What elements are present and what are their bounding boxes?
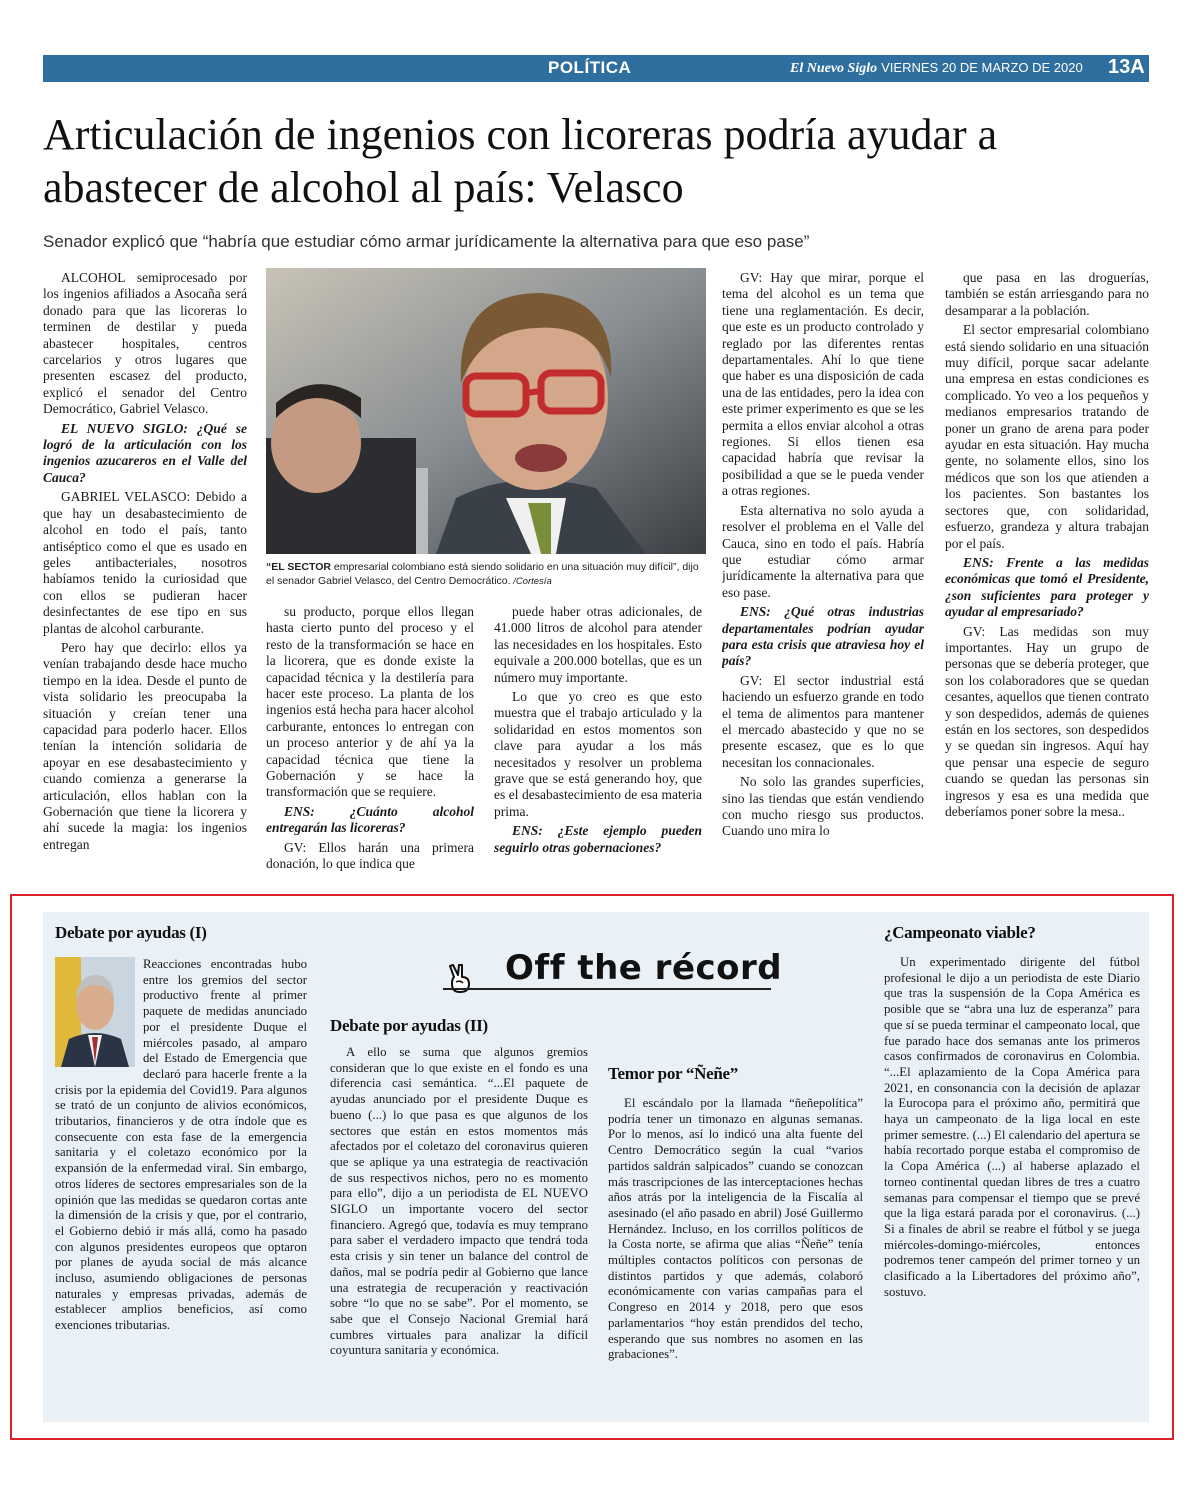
paragraph: Pero hay que decirlo: ellos ya venían trabajando desde hace mucho tiempo en la idea. Desde el punto de vista solidario les preocupaba la situación y creían tener una capacidad para poderlo hacer. Ellos tenían la intención solidaria de apoyar en ese desabastecimiento y cuando comienza a generarse la articulación, ellos hablan con la Gobernación que tiene la licorera y ahí sucede la magia: los ingenios entregan [43,639,247,852]
box4-text [884,955,1140,1410]
newspaper-name: El Nuevo Siglo [790,61,878,76]
box3-text [608,1096,863,1416]
paragraph: ENS: ¿Qué otras industrias departamentales podrían ayudar para esta crisis que atraviesa hoy el país? [722,604,924,669]
page-number: 13A [1108,56,1145,78]
paragraph: EL NUEVO SIGLO: ¿Qué se logró de la articulación con los ingenios azucareros en el Valle del Cauca? [43,420,247,485]
paragraph: GV: Las medidas son muy importantes. Hay un grupo de personas que se debería proteger, que son los colaboradores que se quedan cesantes, aquellos que tienen contrato y son despedidos, además de quienes están en los sectores, son despedidos y se quedan sin ingresos. Aquí hay que pensar una especie de seguro cuando se quedan las personas sin ingresos y esa es una medida que deberíamos poner sobre la mesa.. [945,623,1149,819]
article-column-2 [266,604,474,888]
paragraph: El sector empresarial colombiano está siendo solidario en una situación muy difícil, porque sacar adelante una empresa en estas condiciones es complicado. Yo veo a los pequeños y medianos empresarios tratando de poner un grano de arena para poder ayudar en esta situación. Hay mucha gente, no solamente ellos, sino los médicos que son los que atienden a los pacientes. Son bastantes los sectores que, con solidaridad, esfuerzo, grandeza y altura trabajan por el país. [945,322,1149,551]
article-column-5 [945,270,1149,888]
off-the-record-title: Off the récord [505,948,783,988]
deck: Senador explicó que “habría que estudiar cómo armar jurídicamente la alternativa para que eso pase” [43,232,810,251]
paragraph: ALCOHOL semiprocesado por los ingenios afiliados a Asocaña será donado para que las licoreras lo terminen de destilar y pueda abastecer hospitales, centros carcelarios y otros lugares que presenten escasez del producto, explicó el senador del Centro Democrático, Gabriel Velasco. [43,270,247,417]
box2-text [330,1045,588,1415]
paragraph: ENS: ¿Este ejemplo pueden seguirlo otras gobernaciones? [494,823,702,855]
section-name: POLÍTICA [548,58,632,77]
box3-heading: Temor por “Ñeñe” [608,1064,738,1083]
paragraph: A ello se suma que algunos gremios consideran que lo que existe en el fondo es una diferencia casi semántica. “...El paquete de ayudas anunciado por el presidente Duque es bueno (...) lo que pasa es que algunos de los sectores que están en estos momentos más afectados por el coletazo del coronavirus quieren que se aplique ya una estrategia de reactivación de sus respectivos nichos, pero no es momento para ello”, dijo a un periodista de EL NUEVO SIGLO un importante vocero del sector financiero. Agregó que, todavía es muy temprano para saber el verdadero impacto que tendrá toda esta crisis y sin tener un balance del control de daños, mal se podría pedir al Gobierno que lance una estrategia de recuperación y reactivación sobre “lo que no se sabe”. Por el momento, se sabe que el Consejo Nacional Gremial hará cumbres virtuales para analizar la difícil coyuntura sanitaria y económica. [330,1045,588,1358]
paragraph: ENS: Frente a las medidas económicas que tomó el Presidente, ¿son suficientes para proteger y ayudar al empresariado? [945,554,1149,620]
paragraph: GV: Hay que mirar, porque el tema del alcohol es un tema que tiene una reglamentación. Es decir, que este es un producto controlado y reglado por las diferentes rentas departamentales. Ahí lo que tiene que haber es una disposición de cada una de las entidades, pero la idea con este primer experimento es que se les permita a ellos enviar alcohol a otras regiones. Si ellos tienen esa capacidad habría que revisar la posibilidad a que se le pueda vender a otras regiones. [722,270,924,499]
photo-caption [266,560,706,589]
article-column-3 [494,604,702,888]
photo-illustration [266,268,706,554]
paragraph: No solo las grandes superficies, sino las tiendas que están vendiendo con mucho riesgo sus productos. Cuando uno mira lo [722,774,924,839]
paragraph: El escándalo por la llamada “ñeñepolítica” podría tener un timonazo en algunas semanas. Por lo menos, así lo indicó una alta fuente del Centro Democrático según la cual “varios partidos saldrán salpicados” cuando se conozcan más trascripciones de las interceptaciones hechas años atrás por la inteligencia de la Fiscalía al asesinado (el año pasado en abril) José Guillermo Hernández. Incluso, en los corrillos políticos de la Costa norte, se afirma que alias “Ñeñe” tenía múltiples contactos políticos con personas de distintos partidos y que además, colaboró económicamente con varias campañas para el Congreso en 2014 y 2018, pero que esos parlamentarios “hoy están prendidos del techo, esperando que sus nombres no asomen en las grabaciones”. [608,1096,863,1362]
box4-heading: ¿Campeonato viable? [884,923,1036,942]
headline: Articulación de ingenios con licoreras podría ayudar a abastecer de alcohol al país: Velasco [43,110,998,212]
senator-photo [266,268,706,554]
edition-date: VIERNES 20 DE MARZO DE 2020 [881,60,1083,75]
box1-heading: Debate por ayudas (I) [55,923,207,942]
box1-text [55,957,307,1409]
article-column-1 [43,270,247,888]
victory-hand-icon [447,964,473,999]
caption-lead: “EL SECTOR [266,561,331,573]
masthead [790,60,1083,77]
paragraph: GV: El sector industrial está haciendo un esfuerzo grande en todo el tema de alimentos para mantener el mercado abastecido y que no se presente escasez, que es lo que necesitan los connacionales. [722,672,924,770]
paragraph: Reacciones encontradas hubo entre los gremios del sector productivo frente al primer paquete de medidas anunciado por el presidente Duque el miércoles pasado, al amparo del Estado de Emergencia que declaró para hacerle frente a la crisis por la epidemia del Covid19. Para algunos se trató de un conjunto de alivios económicos, tributarios, financieros y de otra índole que es consecuente con esta fase de la emergencia sanitaria y el coletazo económico por la expansión de la enfermedad viral. Sin embargo, otros líderes de sectores empresariales son de la opinión que las medidas se quedaron cortas ante la dimensión de la crisis y que, por el contrario, el Gobierno debió ir más allá, como ha pasado con algunos presidentes europeos que optaron por planes de ayuda social de más alcance incluso, asumiendo obligaciones de personas naturales y empresas privadas, además de establecer amplios beneficios, así como exenciones tributarias. [55,957,307,1333]
box2-heading: Debate por ayudas (II) [330,1016,488,1035]
paragraph: GABRIEL VELASCO: Debido a que hay un desabastecimiento de alcohol en todo el país, tanto antiséptico como el que es usado en geles antibacteriales, nosotros habíamos tenido la curiosidad que con ellos se pudieran hacer desinfectantes de ese tipo en sus plantas de alcohol carburante. [43,489,247,636]
paragraph: su producto, porque ellos llegan hasta cierto punto del proceso y el resto de la transformación se hace en la licorera, que es donde existe la capacidad técnica y la destilería para hacer este proceso. La planta de los ingenios está hecha para hacer alcohol carburante, entonces lo entregan con un proceso anterior y de ahí ya la capacidad técnica que tiene la Gobernación y se hace la transformación que se requiere. [266,604,474,800]
paragraph: ENS: ¿Cuánto alcohol entregarán las licoreras? [266,803,474,836]
paragraph: GV: Ellos harán una primera donación, lo que indica que [266,839,474,872]
photo-credit: /Cortesía [510,576,552,587]
paragraph: puede haber otras adicionales, de 41.000 litros de alcohol para atender las necesidades en los hospitales. Esto equivale a 200.000 botellas, que es un número muy importante. [494,604,702,685]
paragraph: que pasa en las droguerías, también se están arriesgando para no desamparar a la población. [945,270,1149,318]
article-column-4 [722,270,924,888]
paragraph: Un experimentado dirigente del fútbol profesional le dijo a un periodista de este Diario que tras la suspensión de la Copa América es posible que se “abra una luz de esperanza” para que sí se pueda terminar el campeonato local, que fue parado hace dos semanas ante los primeros casos confirmados de coronavirus en Colombia. “...El aplazamiento de la Copa América para 2021, en consonancia con la decisión de aplazar la Eurocopa para el próximo año, permitirá que haya un campeonato de la liga local en este primer semestre. (...) El calendario del apertura se había recortado porque estaba el compromiso de la Copa América (...) al haberse aplazado el torneo continental quedan libres de tres a cuatro semanas para compensar el tiempo que se prevé que la liga estará parada por el coronavirus. (...) Si a finales de abril se reabre el fútbol y se juega miércoles-domingo-miércoles, entonces podremos tener campeón del primer torneo y un clasificado a la Libertadores del próximo año”, sostuvo. [884,955,1140,1299]
paragraph: Lo que yo creo es que esto muestra que el trabajo articulado y la solidaridad en estos momentos son clave para ayudar a los más necesitados y resolver un problema grave que se está generando hoy, que es el desabastecimiento de esa materia prima. [494,689,702,819]
paragraph: Esta alternativa no solo ayuda a resolver el problema en el Valle del Cauca, sino en todo el país. Habría que estudiar cómo armar jurídicamente la alternativa para que eso pase. [722,502,924,600]
title-underline [443,988,771,990]
caption-text: empresarial colombiano está siendo solidario en una situación muy difícil”, dijo el senador Gabriel Velasco, del Centro Democrático. [266,561,699,587]
